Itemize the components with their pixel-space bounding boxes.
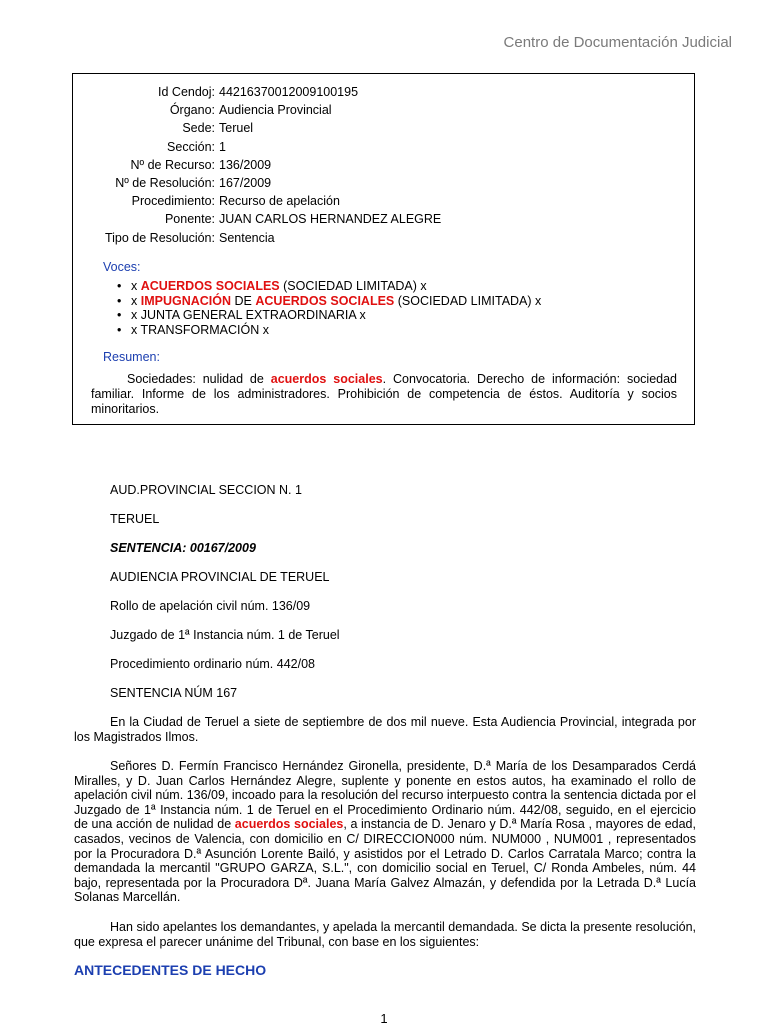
voces-item — [103, 294, 541, 309]
meta-row-sede — [83, 119, 441, 137]
metadata-table — [83, 83, 441, 247]
meta-value: Sentencia — [219, 230, 275, 245]
meta-value: Recurso de apelación — [219, 194, 340, 209]
paragraph-appeal — [74, 920, 696, 949]
meta-value: 1 — [219, 139, 226, 154]
voces-item — [103, 308, 541, 323]
rollo-line: Rollo de apelación civil núm. 136/09 — [110, 599, 311, 613]
document-source: Centro de Documentación Judicial — [503, 34, 732, 51]
voces-text: (SOCIEDAD LIMITADA) x — [397, 293, 542, 308]
meta-value: JUAN CARLOS HERNANDEZ ALEGRE — [219, 212, 442, 227]
meta-label: Procedimiento: — [131, 194, 215, 209]
resumen-label: Resumen: — [103, 350, 160, 364]
voces-text: x TRANSFORMACIÓN x — [131, 322, 269, 337]
voces-highlight: ACUERDOS SOCIALES — [255, 293, 395, 308]
meta-row-seccion — [83, 138, 441, 156]
page-number: 1 — [380, 1011, 388, 1026]
paragraph-highlight: acuerdos sociales — [234, 817, 344, 832]
meta-label: Sección: — [167, 139, 215, 154]
meta-row-resolucion — [83, 174, 441, 192]
juzgado-line: Juzgado de 1ª Instancia núm. 1 de Teruel — [110, 628, 340, 642]
paragraph-text: En la Ciudad de Teruel a siete de septiembre de dos mil nueve. Esta Audiencia Provincial, integrada por los Magistrados Ilmos. — [74, 715, 696, 744]
voces-text: (SOCIEDAD LIMITADA) x — [283, 279, 427, 293]
meta-row-id-cendoj — [83, 83, 441, 101]
voces-highlight: IMPUGNACIÓN — [140, 293, 232, 308]
meta-label: Id Cendoj: — [158, 85, 215, 99]
meta-label: Nº de Recurso: — [130, 157, 215, 172]
meta-label: Tipo de Resolución: — [104, 230, 215, 245]
meta-row-organo — [83, 101, 441, 119]
voces-marker: x — [131, 279, 138, 293]
meta-value: 44216370012009100195 — [219, 85, 359, 99]
meta-row-recurso — [83, 156, 441, 174]
voces-marker: x — [131, 293, 138, 308]
meta-label: Órgano: — [169, 103, 215, 118]
meta-value: Audiencia Provincial — [219, 103, 332, 118]
procedimiento-line: Procedimiento ordinario núm. 442/08 — [110, 657, 315, 671]
paragraph-text: , a instancia de D. Jenaro y D.ª María Rosa , mayores de edad, casados, vecinos de Valencia, con domicilio en C/ DIRECCION000 núm. NUM000 , NUM001 , representados por la Procuradora D.ª Asunción Lorente Bailó, y asistidos por el Letrado D. Carlos Carratala Marco; contra la demandada la mercantil "GRUPO GARZA, S.L.", con domicilio social en Teruel, C/ Ronda Ambeles, núm. 44 bajo, representada por la Procuradora Dª. Juana María Galvez Almazán, y defendida por la Letrada D.ª Lucía Solanas Marcellán. — [74, 817, 696, 905]
voces-highlight: ACUERDOS SOCIALES — [140, 279, 280, 293]
section-heading: ANTECEDENTES DE HECHO — [74, 962, 267, 978]
voces-text: x JUNTA GENERAL EXTRAORDINARIA x — [131, 308, 366, 322]
voces-list — [103, 279, 541, 337]
meta-value: 136/2009 — [219, 157, 272, 172]
resumen-highlight: acuerdos sociales — [270, 372, 383, 386]
court-name: AUD.PROVINCIAL SECCION N. 1 — [110, 483, 302, 497]
meta-value: Teruel — [219, 121, 254, 136]
meta-label: Nº de Resolución: — [115, 176, 215, 191]
paragraph-text: Han sido apelantes los demandantes, y apelada la mercantil demandada. Se dicta la presente resolución, que expresa el parecer unánime del Tribunal, con base en los siguientes: — [74, 920, 696, 949]
sentencia-id: SENTENCIA: 00167/2009 — [110, 541, 256, 555]
meta-row-tipo-resolucion — [83, 229, 441, 247]
voces-item — [103, 323, 541, 338]
paragraph-intro — [74, 715, 696, 744]
voces-label: Voces: — [103, 260, 141, 274]
resumen-pre: Sociedades: nulidad de — [127, 372, 264, 386]
resumen-text — [91, 372, 677, 417]
meta-label: Ponente: — [164, 212, 215, 227]
sentencia-number: SENTENCIA NÚM 167 — [110, 686, 238, 700]
voces-text: DE — [234, 293, 252, 308]
metadata-box — [72, 73, 695, 425]
resumen-post: . Convocatoria. Derecho de información: sociedad familiar. Informe de los administradores. Prohibición de competencia de éstos. Auditoría y socios minoritarios. — [91, 372, 677, 416]
meta-row-ponente — [83, 210, 441, 228]
paragraph-parties — [74, 759, 696, 905]
court-full-name: AUDIENCIA PROVINCIAL DE TERUEL — [110, 570, 330, 584]
meta-label: Sede: — [182, 121, 215, 136]
court-city: TERUEL — [110, 512, 160, 526]
voces-item — [103, 279, 541, 294]
paragraph-text: Señores D. Fermín Francisco Hernández Gironella, presidente, D.ª María de los Desamparados Cerdá Miralles, y D. Juan Carlos Hernández Alegre, suplente y ponente en estos autos, ha examinado el rollo de apelación civil núm. 136/09, incoado para la resolución del recurso interpuesto contra la sentencia dictada por el Juzgado de 1ª Instancia núm. 1 de Teruel en el Procedimiento Ordinario núm. 442/08, seguido, en el ejercicio de una acción de nulidad de — [74, 759, 696, 832]
meta-row-procedimiento — [83, 192, 441, 210]
meta-value: 167/2009 — [219, 176, 272, 191]
